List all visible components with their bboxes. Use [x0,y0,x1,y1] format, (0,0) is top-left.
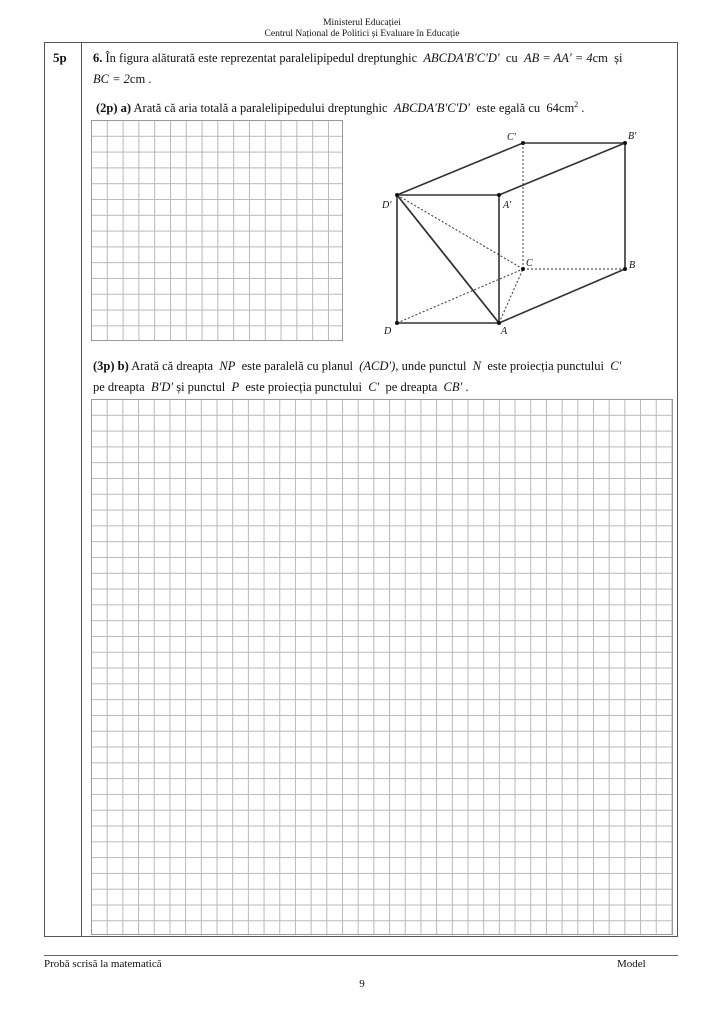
part-b-np: NP [219,359,236,373]
label-b1: B′ [628,131,637,142]
part-a-points: (2p) [96,101,118,116]
answer-grid-b[interactable] [91,399,673,935]
equation-ab-aa: AB = AA′ = 4 [523,51,593,65]
part-b-end: . [465,380,469,394]
part-b-label: b) [117,359,129,373]
part-b-text-5: pe dreapta [93,380,145,394]
edge-d1-c1 [397,143,523,195]
part-a-solid: ABCDA′B′C′D′ [393,101,471,116]
label-d: D [384,326,392,337]
header-ministry: Ministerul Educației [323,18,401,28]
page-number: 9 [359,978,365,990]
part-b-text-1: Arată că dreapta [131,359,214,373]
problem-number: 6. [93,51,103,65]
header-center: Centrul Național de Politici și Evaluare în Educație [264,29,460,39]
cu-word: cu [505,51,518,65]
part-b-c1: C′ [610,359,622,373]
label-c: C [526,258,533,269]
unit-cm-dot: cm . [129,72,152,86]
part-a-unit: cm [558,101,575,116]
part-b-cb: CB′ [443,380,463,394]
footer-right: Model [617,958,646,970]
part-b-text-6: și punctul [176,380,226,394]
solid-name: ABCDA′B′C′D′ [423,51,500,65]
part-b-text-4: este proiecția punctului [487,359,604,373]
unit-cm: cm [592,51,608,65]
part-b-bd: B′D′ [150,380,174,394]
points-column-divider [81,42,82,937]
part-b-line-1 [93,359,621,374]
label-d1: D′ [382,200,392,211]
part-a-label: a) [120,101,132,116]
points-label: 5p [53,50,67,65]
label-c1: C′ [507,132,516,143]
part-b-line-2 [93,380,468,395]
label-a: A [501,326,508,337]
part-b-text-2: este paralelă cu planul [241,359,353,373]
edge-d-c [397,269,523,323]
part-a-text [96,97,584,116]
statement-line-2 [93,72,151,87]
part-b-text-8: pe dreapta [385,380,438,394]
statement-line-1 [93,51,622,66]
edge-a1-b1 [499,143,625,195]
parallelepiped-figure [370,125,670,340]
segment-d1-a [397,195,499,323]
answer-grid-a[interactable] [91,120,343,341]
part-b-c2: C′ [368,380,380,394]
part-b-p: P [231,380,240,394]
part-b-text-3: , unde punctul [395,359,467,373]
part-a-end: . [581,101,585,116]
si-word: și [614,51,623,65]
statement-text: În figura alăturată este reprezentat paralelipipedul dreptunghic [105,51,418,65]
part-a-value: 64 [546,101,559,116]
label-b: B [629,260,636,271]
part-a-statement-2: este egală cu [476,101,541,116]
part-b-text-7: este proiecția punctului [245,380,362,394]
part-b-n: N [472,359,482,373]
part-a-statement: Arată că aria totală a paralelipipedului dreptunghic [133,101,388,116]
edge-a-b [499,269,625,323]
equation-bc: BC = 2 [93,72,130,86]
footer-left: Probă scrisă la matematică [44,958,162,970]
footer-divider [44,955,678,956]
part-b-plane: (ACD′) [359,359,396,373]
part-b-points: (3p) [93,359,115,373]
part-a-exponent: 2 [574,100,579,109]
label-a1: A′ [503,200,512,211]
